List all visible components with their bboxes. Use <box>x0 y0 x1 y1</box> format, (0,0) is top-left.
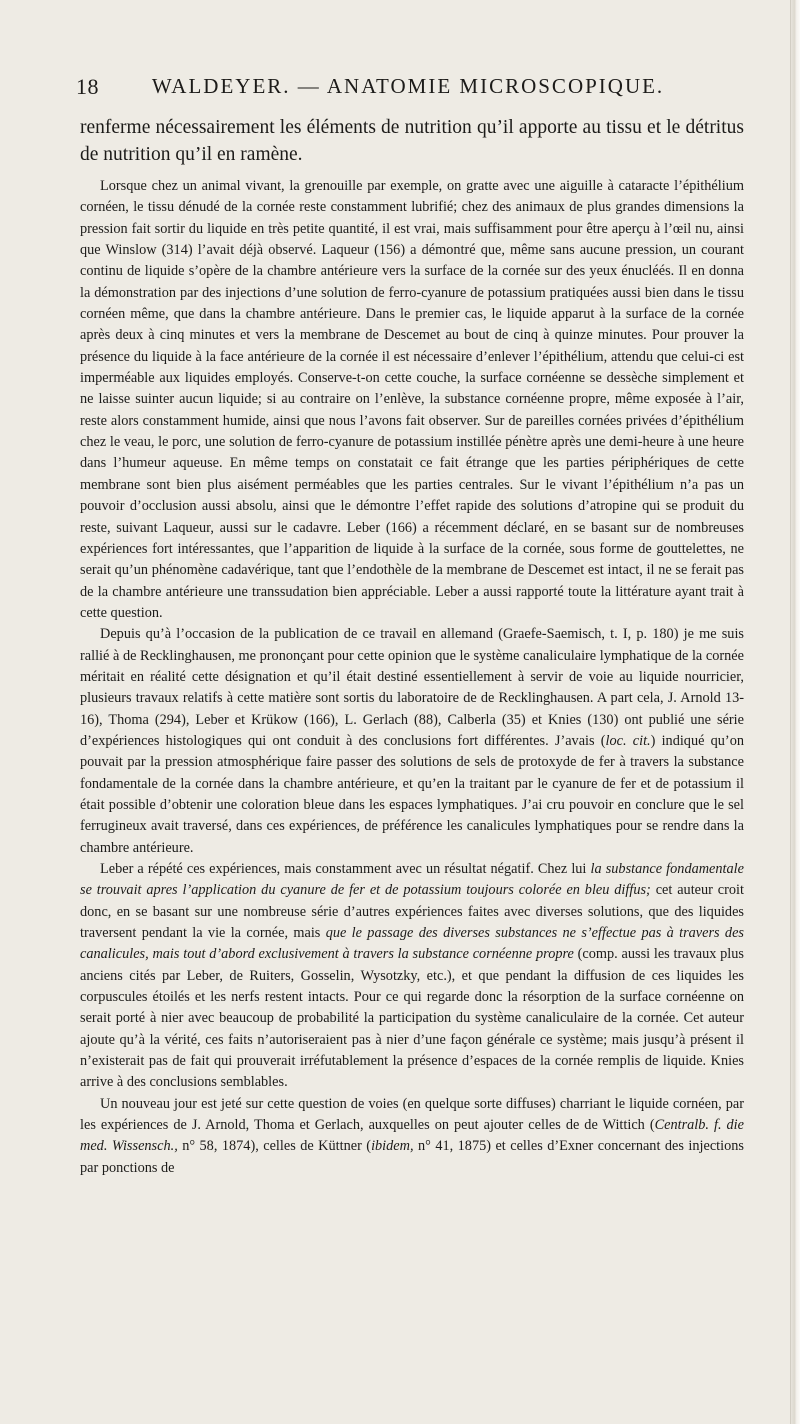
lead-paragraph: renferme nécessairement les éléments de nutrition qu’il apporte au tissu et le détritus de nutrition qu’il en ramène. <box>80 117 744 165</box>
italic-run: la substance fondamentale se trouvait apres l’application du cyanure de fer et de potassium toujours colorée en bleu diffus; <box>80 861 744 899</box>
text-run: Depuis qu’à l’occasion de la publication de ce travail en allemand (Graefe-Saemisch, t. I, p. 180) je me suis rallié à de Recklinghausen, me prononçant pour cette opinion que le système canaliculaire lymphatique de la cornée méritait en réalité cette désignation et qu’il était destiné essentiellement à servir de voie au liquide nourricier, plusieurs travaux relatifs à cette matière sont sortis du laboratoire de de Recklinghausen. A part cela, J. Arnold 13-16), Thoma (294), Leber et Krükow (166), L. Gerlach (88), Calberla (35) et Knies (130) ont publié une série d’expériences histologiques qui ont conduit à des conclusions fort différentes. J’avais ( <box>80 626 744 749</box>
page-number: 18 <box>76 74 99 99</box>
text-run: n° 41, 1875) et celles d’Exner concernant des injections par ponctions de <box>80 1138 744 1176</box>
page-header <box>76 74 740 104</box>
paragraph <box>80 1094 744 1179</box>
running-title: WALDEYER. — ANATOMIE MICROSCOPIQUE. <box>151 74 665 98</box>
italic-run: Centralb. f. die med. Wissensch., <box>80 1117 744 1155</box>
text-run: Un nouveau jour est jeté sur cette question de voies (en quelque sorte diffuses) charriant le liquide cornéen, par les expériences de J. Arnold, Thoma et Gerlach, auxquelles on peut ajouter celles de de Wittich ( <box>80 1095 744 1134</box>
text-run: cet auteur croit donc, en se basant sur une nombreuse série d’autres expériences faites avec diverses solutions, que des liquides traversent pendant la vie la cornée, mais <box>80 882 744 942</box>
text-run: Leber a répété ces expériences, mais constamment avec un résultat négatif. Chez lui <box>100 861 591 877</box>
text-run: (comp. aussi les travaux plus anciens cités par Leber, de Ruiters, Gosselin, Wysotzky, etc.), et que pendant la diffusion de ces liquides les corpuscules étoilés et les nerfs restent intacts. Pour ce qui regarde donc la résorption de la surface cornéenne on serait porté à nier avec beaucoup de probabilité la participation du système canaliculaire de la cornée. Cet auteur ajoute qu’à la vérité, ces faits n’autoriseraient pas à nier d’une façon générale ce système; mais jusqu’à présent il n’existerait pas de fait qui prouverait irréfutablement la présence d’espaces de la cornée remplis de liquide. Knies arrive à des conclusions semblables. <box>80 946 744 1091</box>
text-run: n° 58, 1874), celles de Küttner ( <box>177 1138 372 1155</box>
italic-run: que le passage des diverses substances ne s’effectue pas à travers des canalicules, mais tout d’abord exclusivement à travers la substance cornéenne propre <box>80 925 744 963</box>
text-run: ) indiqué qu’on pouvait par la pression atmosphérique faire passer des solutions de sels de protoxyde de fer à travers la substance fondamentale de la cornée dans la chambre antérieure, et qu’en la traitant par le cyanure de fer et de potassium il était possible d’obtenir une coloration bleue dans les espaces lymphatiques. J’ai cru pouvoir en conclure que le sel ferrugineux avait traversé, dans ces expériences, de préférence les canalicules lymphatiques pour se rendre dans la chambre antérieure. <box>80 732 744 856</box>
text-run: Lorsque chez un animal vivant, la grenouille par exemple, on gratte avec une aiguille à cataracte l’épithélium cornéen, le tissu dénudé de la cornée reste constamment lubrifié; chez des animaux de plus grandes dimensions la pression fait sortir du liquide en très petite quantité, il est vrai, mais suffisamment pour être aperçu à l’œil nu, ainsi que Winslow (314) l’avait déjà observé. Laqueur (156) a démontré que, même sans aucune pression, un courant continu de liquide s’opère de la chambre antérieure vers la surface de la cornée sur des yeux énucléés. Il en donna la démonstration par des injections d’une solution de ferro-cyanure de potassium pratiquées aussi bien dans le tissu cornéen même, que dans la chambre antérieure. Dans le premier cas, le liquide apparut à la surface de la cornée après deux à cinq minutes et vers la membrane de Descemet au bout de cinq à quinze minutes. Pour prouver la présence du liquide à la face antérieure de la cornée il est nécessaire d’enlever l’épithélium, attendu que celui-ci est imperméable aux liquides employés. Conserve-t-on cette couche, la surface cornéenne se dessèche simplement et ne laisse suinter aucun liquide; si au contraire on l’enlève, la substance cornéenne propre, même exposée à l’air, reste alors constamment humide, ainsi que nous l’avons fait observer. Sur de pareilles cornées privées d’épithélium chez le veau, le porc, une solution de ferro-cyanure de potassium instillée pénètre après une demi-heure à une heure dans l’humeur aqueuse. En même temps on constatait ce fait étrange que les parties périphériques de cette membrane sont bien plus aisément perméables que les parties centrales. Sur le vivant l’épithélium n’a pas un pouvoir d’occlusion aussi absolu, ainsi que le démontre l’effet rapide des solutions d’atropine qui se produit du reste, suivant Laqueur, aussi sur le cadavre. Leber (166) a récemment déclaré, en se basant sur de nombreuses expériences fort intéressantes, que l’apparition de liquide à la surface de la cornée, sous forme de gouttelettes, ne serait qu’un phénomène cadavérique, tant que l’endothèle de la membrane de Descemet est intact, il ne se ferait pas de la chambre antérieure une transsudation bien appréciable. Leber a aussi rapporté toute la littérature ayant trait à cette question. <box>80 178 744 621</box>
paragraph <box>80 624 744 859</box>
paragraph <box>80 859 744 1094</box>
body-text <box>80 176 744 1179</box>
italic-run: ibidem, <box>371 1138 414 1155</box>
italic-run: loc. cit. <box>605 732 651 749</box>
page-edge <box>790 0 800 1424</box>
paragraph <box>80 176 744 624</box>
